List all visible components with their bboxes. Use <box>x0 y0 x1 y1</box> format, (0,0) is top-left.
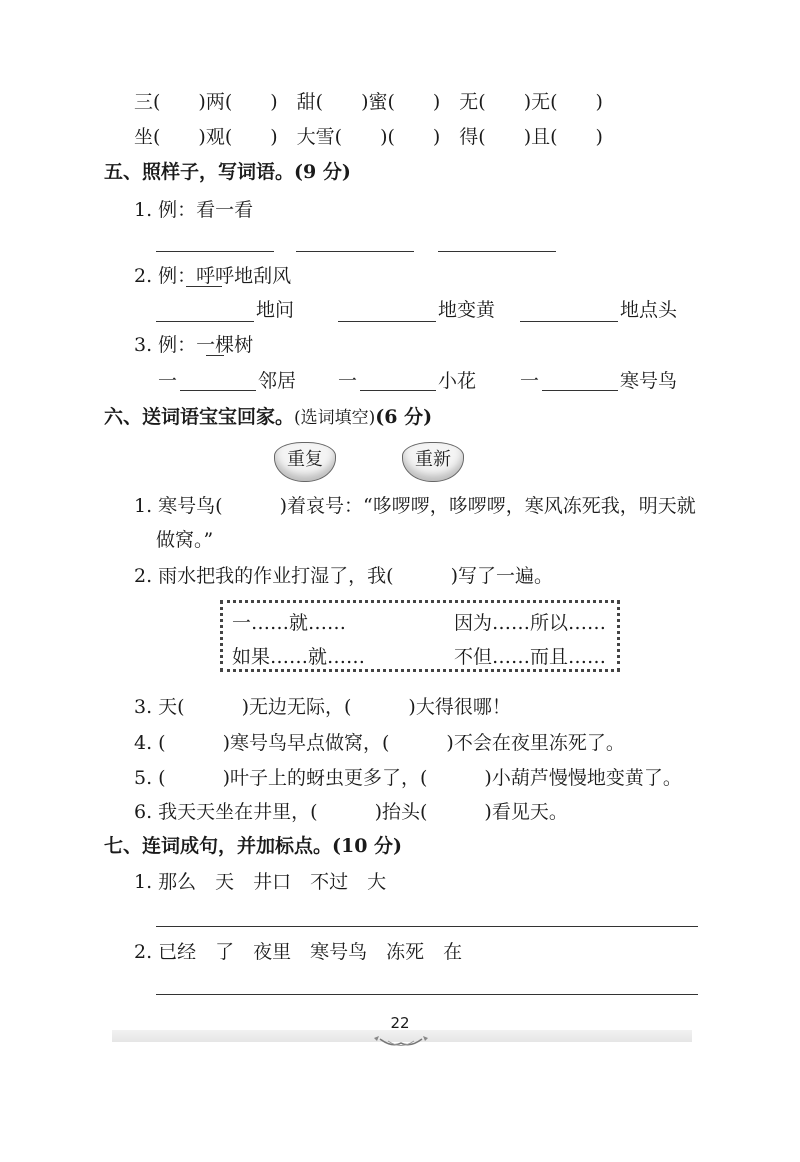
s6-q6: 6. 我天天坐在井里，( )抬头( )看见天。 <box>134 801 568 823</box>
q4-row-2: 坐( )观( ) 大雪( )( ) 得( )且( ) <box>134 126 603 148</box>
s5-ex3-underline <box>206 355 224 356</box>
section-6-title-main: 六、送词语宝宝回家。 <box>104 406 295 428</box>
conjunction-1: 一……就…… <box>232 612 347 634</box>
section-6-title-score: (6 分) <box>375 406 433 428</box>
s5-ex3-prefix-1: 一 <box>158 370 178 392</box>
s5-ex2-blank-2[interactable] <box>338 321 436 322</box>
s5-ex3-blank-2[interactable] <box>360 390 436 391</box>
s7-q1-answer-line[interactable] <box>156 926 698 927</box>
q4-row-1: 三( )两( ) 甜( )蜜( ) 无( )无( ) <box>134 91 603 113</box>
s5-ex3-prefix-2: 一 <box>338 370 358 392</box>
s5-ex2-blank-3[interactable] <box>520 321 618 322</box>
s5-ex3-word-2: 小花 <box>438 370 477 392</box>
s5-ex2-word-2: 地变黄 <box>438 299 496 321</box>
s5-ex1-blank-1[interactable] <box>156 251 274 252</box>
s7-q2: 2. 已经 了 夜里 寒号鸟 冻死 在 <box>134 941 463 963</box>
s5-ex2-word-1: 地问 <box>256 299 295 321</box>
s5-ex3-prefix-3: 一 <box>520 370 540 392</box>
s6-q1-line-2: 做窝。” <box>156 529 214 551</box>
s5-ex2-underline <box>186 286 222 287</box>
section-6-title-note: (选词填空) <box>294 408 376 428</box>
section-6-title <box>104 405 432 430</box>
s5-ex2-word-3: 地点头 <box>620 299 678 321</box>
page-number: 22 <box>390 1014 410 1032</box>
s5-ex3-word-3: 寒号鸟 <box>620 370 678 392</box>
s5-ex3-word-1: 邻居 <box>258 370 297 392</box>
s6-q5: 5. ( )叶子上的蚜虫更多了，( )小葫芦慢慢地变黄了。 <box>134 767 682 789</box>
s6-q1-line-1: 1. 寒号鸟( )着哀号：“哆啰啰，哆啰啰，寒风冻死我，明天就 <box>134 495 696 517</box>
s5-ex1-blank-2[interactable] <box>296 251 414 252</box>
s5-ex3-blank-3[interactable] <box>542 390 618 391</box>
word-bubble-chongfu: 重复 <box>274 442 336 482</box>
s7-q2-answer-line[interactable] <box>156 994 698 995</box>
s5-ex3-blank-1[interactable] <box>180 390 256 391</box>
word-bubble-chongxin: 重新 <box>402 442 464 482</box>
section-5-title: 五、照样子，写词语。(9 分) <box>104 161 351 183</box>
conjunction-2: 因为……所以…… <box>454 612 607 634</box>
section-7-title: 七、连词成句，并加标点。(10 分) <box>104 835 403 857</box>
s7-q1: 1. 那么 天 井口 不过 大 <box>134 871 387 893</box>
s5-example-3: 3. 例：一棵树 <box>134 334 254 356</box>
footer-ornament-icon <box>366 1032 436 1050</box>
s5-ex1-blank-3[interactable] <box>438 251 556 252</box>
s5-example-2: 2. 例：呼呼地刮风 <box>134 265 292 287</box>
s6-q2: 2. 雨水把我的作业打湿了，我( )写了一遍。 <box>134 565 553 587</box>
s5-ex2-blank-1[interactable] <box>156 321 254 322</box>
s6-q3: 3. 天( )无边无际，( )大得很哪！ <box>134 696 511 718</box>
conjunction-4: 不但……而且…… <box>454 646 607 668</box>
conjunction-3: 如果……就…… <box>232 646 366 668</box>
s5-example-1: 1. 例：看一看 <box>134 199 254 221</box>
s6-q4: 4. ( )寒号鸟早点做窝，( )不会在夜里冻死了。 <box>134 732 625 754</box>
